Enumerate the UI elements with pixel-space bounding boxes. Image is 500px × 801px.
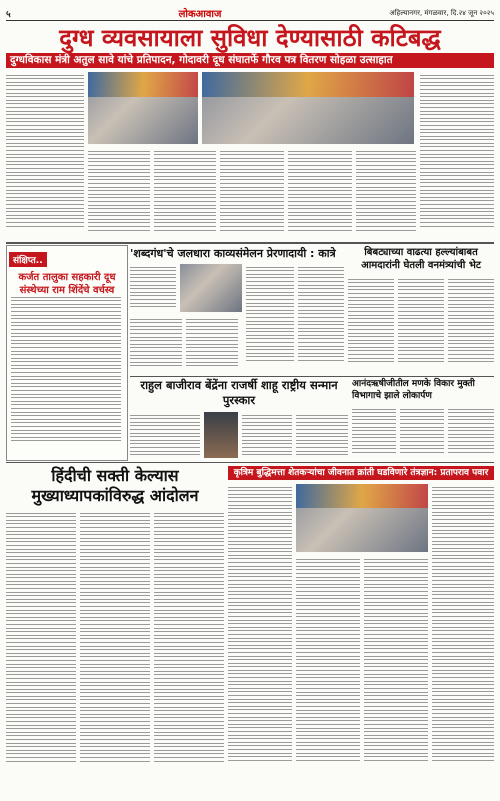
- conference-column-4: [298, 264, 344, 374]
- lead-column-1: [6, 72, 84, 240]
- lead-column-7: [420, 72, 494, 240]
- conference-photo: [180, 264, 242, 312]
- lead-photo-event: [202, 72, 414, 144]
- conference-column-3: [246, 264, 294, 374]
- ai-photo: [296, 484, 428, 552]
- award-column-1: [130, 412, 200, 460]
- ai-title: कृत्रिम बुद्धिमत्ता शेतकऱ्यांचा जीवनात क्रांती घडविणारे तंत्रज्ञान: प्रतापराव पवार: [228, 466, 494, 480]
- newspaper-page: [6, 6, 494, 789]
- brief-body: [11, 294, 121, 456]
- hindi-column-3: [154, 510, 224, 786]
- lead-column-2: [88, 148, 150, 240]
- ai-column-2: [296, 556, 360, 786]
- hindi-title: हिंदीची सक्ती केल्यास मुख्याध्यापकांविरुद्ध आंदोलन: [31, 466, 199, 505]
- brief-title: कर्जत तालुका सहकारी दूध संस्थेच्या राम शिंदेंचे वर्चस्व: [18, 272, 116, 296]
- lead-column-4: [220, 148, 284, 240]
- conference-column-2: [186, 316, 238, 374]
- dateline: अहिल्यानगर, मंगळवार, दि.२४ जून २०२५: [389, 8, 494, 17]
- leopard-column-1: [348, 276, 394, 374]
- conference-title: 'शब्दगंध'चे जलधारा काव्यसंमेलन प्रेरणादायी : कात्रे: [130, 247, 336, 260]
- tech-column-3: [448, 406, 494, 460]
- lead-column-5: [288, 148, 352, 240]
- lead-photo-stage: [88, 72, 198, 144]
- ai-column-4: [432, 484, 494, 786]
- conference-column-1b: [130, 316, 182, 374]
- ai-column-1: [228, 484, 292, 786]
- lead-subhead: दुग्धविकास मंत्री अतुल सावे यांचे प्रतिपादन, गोदावरी दूध संघातर्फे गौरव पत्र वितरण सोहळा उत्साहात: [6, 53, 494, 68]
- page-number: ५: [6, 9, 11, 20]
- hindi-column-1: [6, 510, 76, 786]
- divider-lower: [6, 462, 494, 463]
- tech-column-1: [352, 406, 396, 460]
- tech-title: आनंदऋषीजीतील मणके विकार मुक्ती विभागाचे झाले लोकार्पण: [352, 379, 475, 401]
- brief-tag: संक्षिप्त..: [9, 252, 47, 267]
- award-title: राहुल बाजीराव बेंद्रेंना राजर्षी शाहू राष्ट्रीय सन्मान पुरस्कार: [140, 378, 338, 407]
- award-column-2: [242, 412, 292, 460]
- section-divider: [6, 242, 494, 244]
- hindi-column-2: [80, 510, 150, 786]
- brief-box: [6, 245, 128, 461]
- lead-column-6: [356, 148, 416, 240]
- masthead: लोकआवाज: [178, 9, 222, 20]
- award-portrait: [204, 412, 238, 458]
- leopard-title: बिबट्याच्या वाढत्या हल्ल्यांबाबत आमदारांनी घेतली वनमंत्र्यांची भेट: [361, 247, 481, 271]
- lead-column-3: [154, 148, 216, 240]
- leopard-column-2: [398, 276, 444, 374]
- tech-column-2: [400, 406, 444, 460]
- ai-column-3: [364, 556, 428, 786]
- lead-headline: दुग्ध व्यवसायाला सुविधा देण्यासाठी कटिबद्ध: [59, 24, 441, 52]
- divider-mid: [130, 376, 494, 377]
- award-column-3: [296, 412, 348, 460]
- leopard-column-3: [448, 276, 494, 374]
- page-header: [6, 6, 494, 21]
- conference-column-1: [130, 264, 176, 312]
